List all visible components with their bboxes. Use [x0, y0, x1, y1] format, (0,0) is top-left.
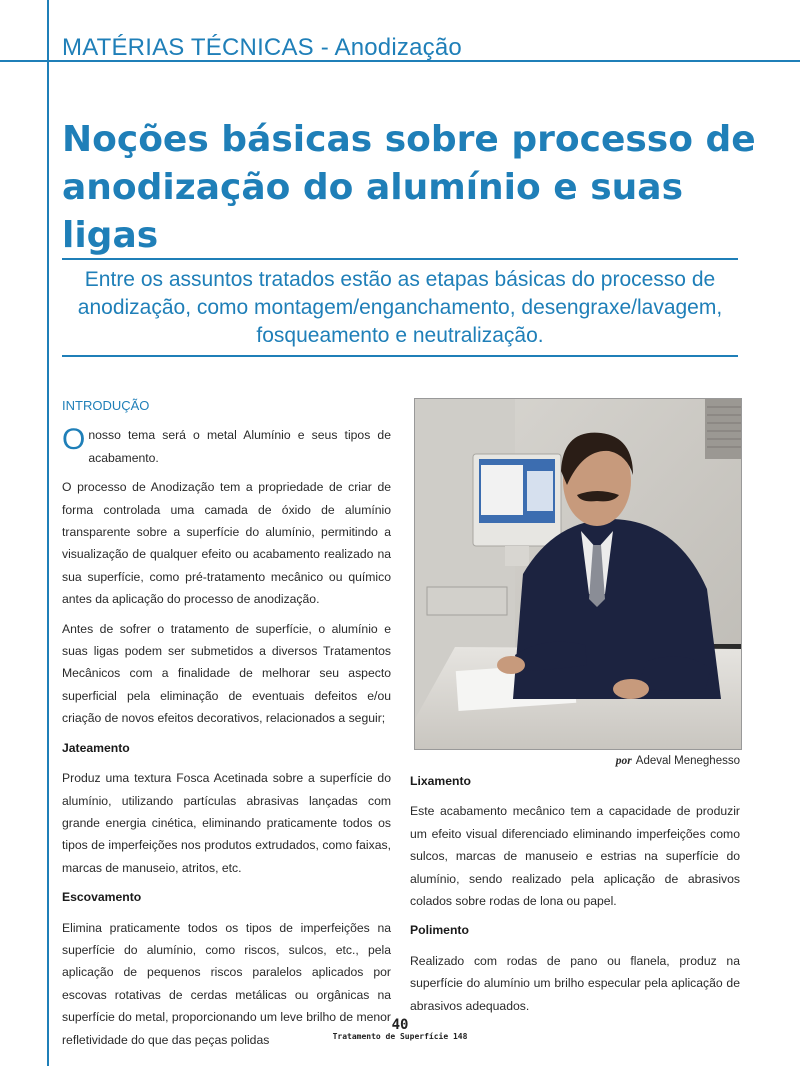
- title-line-2: anodização do alumínio e suas ligas: [62, 167, 684, 256]
- intro-heading: INTRODUÇÃO: [62, 398, 150, 413]
- lead-rule-bottom: [62, 355, 738, 357]
- escovamento-paragraph: Elimina praticamente todos os tipos de imperfeições na superfície do alumínio, como riscos, sulcos, etc., pela aplicação de pequenos riscos paralelos aplicados por escovas rotativas de cerdas metálicas ou orgânicas na superfície do metal, proporcionando um leve brilho de menor refletividade do que das peças polidas: [62, 920, 391, 1047]
- title-line-1: Noções básicas sobre processo de: [62, 119, 756, 160]
- margin-vertical-rule: [47, 0, 49, 1066]
- jateamento-paragraph: Produz uma textura Fosca Acetinada sobre a superfície do alumínio, utilizando partículas abrasivas lançadas com grande energia cinética, eliminando praticamente todos os tipos de imperfeições nos produtos extrudados, como faixas, marcas de manuseio, atritos, etc.: [62, 771, 391, 875]
- left-column: [62, 395, 391, 1058]
- lead-rule-top: [62, 258, 738, 260]
- publication-name: Tratamento de Superfície 148: [332, 1032, 468, 1041]
- lixamento-paragraph: Este acabamento mecânico tem a capacidade de produzir um efeito visual diferenciado eliminando imperfeições como sulcos, marcas de manuseio e estrias na superfície do alumínio, sendo realizado pela aplicação de abrasivos colados sobre rodas de lona ou papel.: [410, 804, 740, 909]
- article-title: [62, 116, 782, 260]
- author-photo: [414, 398, 742, 750]
- page-number: 40: [391, 1017, 409, 1033]
- lixamento-heading: Lixamento: [410, 774, 471, 788]
- intro-paragraph-2: O processo de Anodização tem a propriedade de criar de forma controlada uma camada de óxido de alumínio transparente sobre a superfície do alumínio, permitindo a visualização de qualquer efeito ou acabamento realizado na sua superfície, como pré-tratamento mecânico ou químico antes da aplicação do processo de anodização.: [62, 480, 391, 607]
- article-lead: Entre os assuntos tratados estão as etapas básicas do processo de anodização, como montagem/enganchamento, desengraxe/lavagem, fosqueamento e neutralização.: [77, 268, 723, 347]
- polimento-paragraph: Realizado com rodas de pano ou flanela, produz na superfície do alumínio um brilho especular pela aplicação de abrasivos adequados.: [410, 953, 740, 1013]
- section-header: MATÉRIAS TÉCNICAS - Anodização: [62, 34, 462, 61]
- intro-paragraph-1-text: nosso tema será o metal Alumínio e seus tipos de acabamento.: [88, 428, 391, 465]
- polimento-heading: Polimento: [410, 923, 469, 938]
- intro-paragraph-3: Antes de sofrer o tratamento de superfície, o alumínio e suas ligas podem ser submetidos a diversos Tratamentos Mecânicos com a finalidade de melhorar seu aspecto superficial pela eliminação de eventuais defeitos e/ou criação de novos efeitos decorativos, relacionados a seguir;: [62, 621, 391, 726]
- escovamento-heading: Escovamento: [62, 890, 142, 905]
- intro-paragraph-1: [62, 424, 391, 469]
- caption-prefix: por: [615, 755, 632, 767]
- caption-author: Adeval Meneghesso: [635, 755, 740, 767]
- photo-caption: [414, 755, 740, 767]
- right-column: [410, 770, 740, 1024]
- jateamento-heading: Jateamento: [62, 740, 130, 755]
- drop-cap: O: [62, 423, 86, 457]
